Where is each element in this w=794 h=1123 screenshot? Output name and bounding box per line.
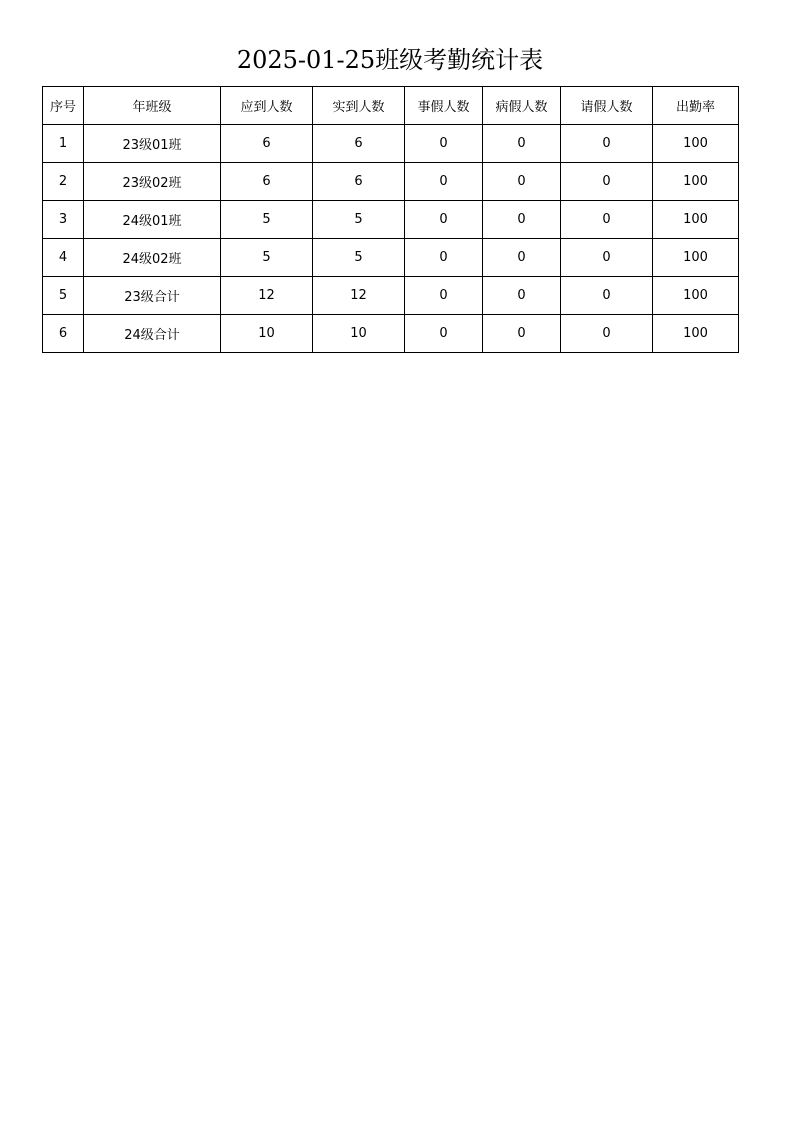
cell-sick-leave: 0 [483, 277, 561, 315]
cell-personal-leave: 0 [405, 277, 483, 315]
cell-present: 5 [313, 239, 405, 277]
cell-leave: 0 [561, 315, 653, 353]
cell-expected: 6 [221, 125, 313, 163]
cell-expected: 12 [221, 277, 313, 315]
table-row [43, 315, 739, 353]
cell-index: 5 [43, 277, 84, 315]
cell-leave: 0 [561, 125, 653, 163]
header-expected: 应到人数 [221, 87, 313, 125]
header-index: 序号 [43, 87, 84, 125]
header-leave: 请假人数 [561, 87, 653, 125]
cell-index: 4 [43, 239, 84, 277]
cell-index: 2 [43, 163, 84, 201]
cell-present: 12 [313, 277, 405, 315]
cell-sick-leave: 0 [483, 315, 561, 353]
table-row [43, 277, 739, 315]
cell-attendance-rate: 100 [653, 201, 739, 239]
table-header-row [43, 87, 739, 125]
cell-class: 24级合计 [84, 315, 221, 353]
cell-sick-leave: 0 [483, 201, 561, 239]
cell-attendance-rate: 100 [653, 125, 739, 163]
cell-leave: 0 [561, 201, 653, 239]
cell-personal-leave: 0 [405, 125, 483, 163]
cell-expected: 10 [221, 315, 313, 353]
header-attendance-rate: 出勤率 [653, 87, 739, 125]
cell-personal-leave: 0 [405, 239, 483, 277]
cell-class: 23级02班 [84, 163, 221, 201]
header-class: 年班级 [84, 87, 221, 125]
table-row [43, 125, 739, 163]
cell-index: 6 [43, 315, 84, 353]
cell-attendance-rate: 100 [653, 315, 739, 353]
cell-sick-leave: 0 [483, 163, 561, 201]
cell-attendance-rate: 100 [653, 277, 739, 315]
table-row [43, 239, 739, 277]
header-sick-leave: 病假人数 [483, 87, 561, 125]
attendance-table [42, 86, 739, 353]
cell-attendance-rate: 100 [653, 163, 739, 201]
cell-expected: 5 [221, 239, 313, 277]
cell-index: 3 [43, 201, 84, 239]
header-present: 实到人数 [313, 87, 405, 125]
cell-present: 6 [313, 163, 405, 201]
cell-present: 5 [313, 201, 405, 239]
cell-leave: 0 [561, 239, 653, 277]
cell-index: 1 [43, 125, 84, 163]
cell-present: 10 [313, 315, 405, 353]
table-row [43, 163, 739, 201]
cell-leave: 0 [561, 163, 653, 201]
cell-sick-leave: 0 [483, 239, 561, 277]
page-title: 2025-01-25班级考勤统计表 [236, 46, 544, 74]
cell-personal-leave: 0 [405, 315, 483, 353]
cell-attendance-rate: 100 [653, 239, 739, 277]
cell-personal-leave: 0 [405, 163, 483, 201]
cell-expected: 5 [221, 201, 313, 239]
cell-leave: 0 [561, 277, 653, 315]
cell-class: 24级02班 [84, 239, 221, 277]
cell-class: 24级01班 [84, 201, 221, 239]
cell-personal-leave: 0 [405, 201, 483, 239]
cell-class: 23级01班 [84, 125, 221, 163]
cell-class: 23级合计 [84, 277, 221, 315]
header-personal-leave: 事假人数 [405, 87, 483, 125]
cell-sick-leave: 0 [483, 125, 561, 163]
table-row [43, 201, 739, 239]
cell-present: 6 [313, 125, 405, 163]
cell-expected: 6 [221, 163, 313, 201]
